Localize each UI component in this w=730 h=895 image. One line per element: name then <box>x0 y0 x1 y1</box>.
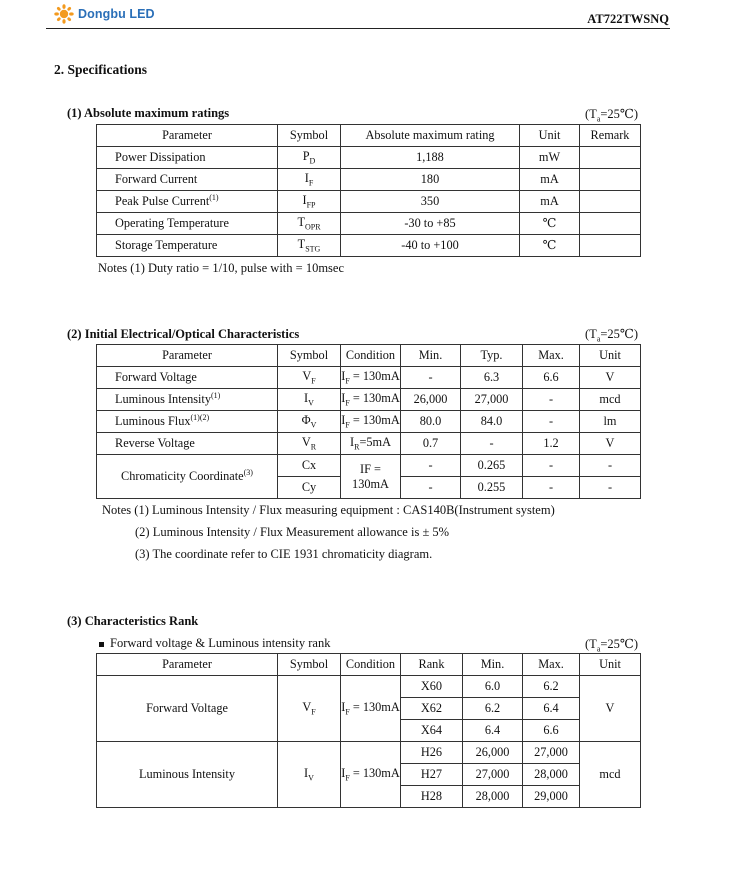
min-cell: 26,000 <box>401 389 461 411</box>
table-row <box>97 147 641 169</box>
max-cell: 1.2 <box>523 433 580 455</box>
min-cell: 6.2 <box>463 698 523 720</box>
parameter-cell: Luminous Flux$^{(1)(2)}$ <box>97 411 278 433</box>
typ-cell: 0.265 <box>461 455 523 477</box>
typ-cell: 84.0 <box>461 411 523 433</box>
column-header: Unit <box>580 345 641 367</box>
rank-cell: X60 <box>401 676 463 698</box>
bullet-icon <box>99 642 104 647</box>
symbol-cell: Cy <box>278 477 341 499</box>
rank-bullet-text: Forward voltage & Luminous intensity rank <box>110 636 331 650</box>
unit-cell: ℃ <box>520 235 580 257</box>
max-cell: 6.6 <box>523 720 580 742</box>
subscript: R <box>310 442 317 452</box>
min-cell: - <box>401 477 461 499</box>
superscript: (1) <box>210 391 221 401</box>
column-header: Condition <box>341 345 401 367</box>
subscript: FP <box>306 200 316 210</box>
rank-cell: H27 <box>401 764 463 786</box>
column-header: Rank <box>401 654 463 676</box>
abs-max-note: Notes (1) Duty ratio = 1/10, pulse with = 10msec <box>98 261 345 275</box>
rating-cell: -40 to +100 <box>341 235 520 257</box>
column-header: Parameter <box>97 345 278 367</box>
eo-table <box>96 344 641 499</box>
column-header: Unit <box>580 654 641 676</box>
remark-cell <box>580 147 641 169</box>
symbol-cell: $T_{STG}$ <box>278 235 341 257</box>
eo-note-2: (2) Luminous Intensity / Flux Measurement allowance is ± 5% <box>135 525 450 539</box>
table-row <box>97 191 641 213</box>
column-header: Unit <box>520 125 580 147</box>
unit-cell: V <box>580 433 641 455</box>
superscript: (3) <box>243 468 253 478</box>
unit-cell: mA <box>520 169 580 191</box>
subscript: STG <box>305 244 321 254</box>
min-cell: 27,000 <box>463 764 523 786</box>
subscript: F <box>345 376 350 386</box>
subscript: V <box>308 773 314 783</box>
subscript: F <box>345 773 350 783</box>
unit-cell: lm <box>580 411 641 433</box>
symbol-cell: Cx <box>278 455 341 477</box>
ta-note-3: $(T_a=25℃)$ <box>585 637 639 654</box>
dongbu-sun-logo-icon <box>54 4 74 24</box>
rank-cell: X64 <box>401 720 463 742</box>
table-row <box>97 169 641 191</box>
condition-cell: $I_F = 130mA$ <box>341 389 401 411</box>
column-header: Symbol <box>278 125 341 147</box>
unit-cell: - <box>580 455 641 477</box>
column-header: Symbol <box>278 345 341 367</box>
table-row <box>97 235 641 257</box>
rating-cell: -30 to +85 <box>341 213 520 235</box>
parameter-cell: Luminous Intensity <box>97 742 278 808</box>
parameter-cell: Chromaticity Coordinate$^{(3)}$ <box>97 455 278 499</box>
ta-note-2: $(T_a=25℃)$ <box>585 327 639 344</box>
parameter-cell: Luminous Intensity$^{(1)}$ <box>97 389 278 411</box>
rank-table <box>96 653 641 808</box>
max-cell: 6.2 <box>523 676 580 698</box>
rank-cell: H28 <box>401 786 463 808</box>
subscript: D <box>309 156 316 166</box>
symbol-cell: $I_F$ <box>278 169 341 191</box>
table-row <box>97 411 641 433</box>
condition-cell: $I_F = 130mA$ <box>341 367 401 389</box>
unit-cell: mW <box>520 147 580 169</box>
rating-cell: 1,188 <box>341 147 520 169</box>
min-cell: 26,000 <box>463 742 523 764</box>
subscript: F <box>345 707 350 717</box>
subscript: F <box>345 420 350 430</box>
max-cell: - <box>523 455 580 477</box>
abs-max-title: (1) Absolute maximum ratings <box>67 106 230 120</box>
min-cell: 6.0 <box>463 676 523 698</box>
subscript: OPR <box>304 222 321 232</box>
parameter-cell: Forward Voltage <box>97 676 278 742</box>
parameter-cell: Forward Current <box>97 169 278 191</box>
column-header: Typ. <box>461 345 523 367</box>
typ-cell: 6.3 <box>461 367 523 389</box>
column-header: Parameter <box>97 125 278 147</box>
max-cell: 28,000 <box>523 764 580 786</box>
typ-cell: 0.255 <box>461 477 523 499</box>
symbol-cell: $V_F$ <box>278 367 341 389</box>
max-cell: 6.6 <box>523 367 580 389</box>
superscript: (1)(2) <box>190 413 210 423</box>
unit-cell: ℃ <box>520 213 580 235</box>
parameter-cell: Power Dissipation <box>97 147 278 169</box>
header-rule <box>46 28 670 29</box>
unit-cell: mA <box>520 191 580 213</box>
table-header-row <box>97 125 641 147</box>
condition-cell: $I_F = 130mA$ <box>341 742 401 808</box>
min-cell: - <box>401 367 461 389</box>
symbol-cell: $I_V$ <box>278 389 341 411</box>
column-header: Min. <box>401 345 461 367</box>
abs-max-table <box>96 124 641 257</box>
eo-title: (2) Initial Electrical/Optical Characteristics <box>67 327 300 341</box>
eo-note-3: (3) The coordinate refer to CIE 1931 chromaticity diagram. <box>135 547 433 561</box>
column-header: Max. <box>523 654 580 676</box>
subscript: V <box>308 398 314 408</box>
min-cell: 80.0 <box>401 411 461 433</box>
company-logo <box>54 4 155 24</box>
table-row <box>97 455 641 477</box>
table-row <box>97 433 641 455</box>
column-header: Min. <box>463 654 523 676</box>
condition-cell: $I_F = 130mA$ <box>341 411 401 433</box>
subscript: F <box>311 376 316 386</box>
max-cell: 29,000 <box>523 786 580 808</box>
condition-cell: $I_R=5mA$ <box>341 433 401 455</box>
rank-title: (3) Characteristics Rank <box>67 614 199 628</box>
superscript: (1) <box>209 193 219 203</box>
column-header: Condition <box>341 654 401 676</box>
column-header: Max. <box>523 345 580 367</box>
typ-cell: - <box>461 433 523 455</box>
table-row <box>97 742 641 764</box>
typ-cell: 27,000 <box>461 389 523 411</box>
min-cell: 6.4 <box>463 720 523 742</box>
column-header: Parameter <box>97 654 278 676</box>
symbol-cell: $I_{FP}$ <box>278 191 341 213</box>
symbol-cell: $P_D$ <box>278 147 341 169</box>
eo-note-1: Notes (1) Luminous Intensity / Flux measuring equipment : CAS140B(Instrument system) <box>102 503 555 517</box>
unit-cell: mcd <box>580 742 641 808</box>
parameter-cell: Peak Pulse Current$^{(1)}$ <box>97 191 278 213</box>
column-header: Symbol <box>278 654 341 676</box>
table-row <box>97 213 641 235</box>
rank-bullet-item <box>99 636 330 651</box>
unit-cell: - <box>580 477 641 499</box>
remark-cell <box>580 235 641 257</box>
ta-note-1: $(T_a=25℃)$ <box>585 107 639 124</box>
table-row <box>97 367 641 389</box>
max-cell: - <box>523 477 580 499</box>
column-header: Absolute maximum rating <box>341 125 520 147</box>
rating-cell: 180 <box>341 169 520 191</box>
condition-cell: $I_F = 130mA$ <box>341 676 401 742</box>
unit-cell: mcd <box>580 389 641 411</box>
remark-cell <box>580 191 641 213</box>
remark-cell <box>580 213 641 235</box>
subscript: F <box>345 398 350 408</box>
symbol-cell: $V_F$ <box>278 676 341 742</box>
max-cell: - <box>523 411 580 433</box>
rating-cell: 350 <box>341 191 520 213</box>
symbol-cell: $T_{OPR}$ <box>278 213 341 235</box>
parameter-cell: Operating Temperature <box>97 213 278 235</box>
min-cell: 0.7 <box>401 433 461 455</box>
max-cell: 6.4 <box>523 698 580 720</box>
table-header-row <box>97 654 641 676</box>
parameter-cell: Storage Temperature <box>97 235 278 257</box>
min-cell: - <box>401 455 461 477</box>
section-title: 2. Specifications <box>54 62 147 77</box>
rank-cell: X62 <box>401 698 463 720</box>
parameter-cell: Reverse Voltage <box>97 433 278 455</box>
symbol-cell: $\Phi_V$ <box>278 411 341 433</box>
subscript: F <box>308 178 314 188</box>
unit-cell: V <box>580 676 641 742</box>
table-header-row <box>97 345 641 367</box>
brand-name: Dongbu LED <box>78 7 155 21</box>
symbol-cell: $I_V$ <box>278 742 341 808</box>
subscript: F <box>311 707 316 717</box>
remark-cell <box>580 169 641 191</box>
rank-cell: H26 <box>401 742 463 764</box>
max-cell: - <box>523 389 580 411</box>
max-cell: 27,000 <box>523 742 580 764</box>
unit-cell: V <box>580 367 641 389</box>
document-code: AT722TWSNQ <box>587 12 669 26</box>
symbol-cell: $V_R$ <box>278 433 341 455</box>
subscript: R <box>354 442 360 452</box>
table-row <box>97 389 641 411</box>
table-row <box>97 676 641 698</box>
column-header: Remark <box>580 125 641 147</box>
parameter-cell: Forward Voltage <box>97 367 278 389</box>
subscript: V <box>310 420 317 430</box>
condition-cell: IF = 130mA <box>341 455 401 499</box>
min-cell: 28,000 <box>463 786 523 808</box>
